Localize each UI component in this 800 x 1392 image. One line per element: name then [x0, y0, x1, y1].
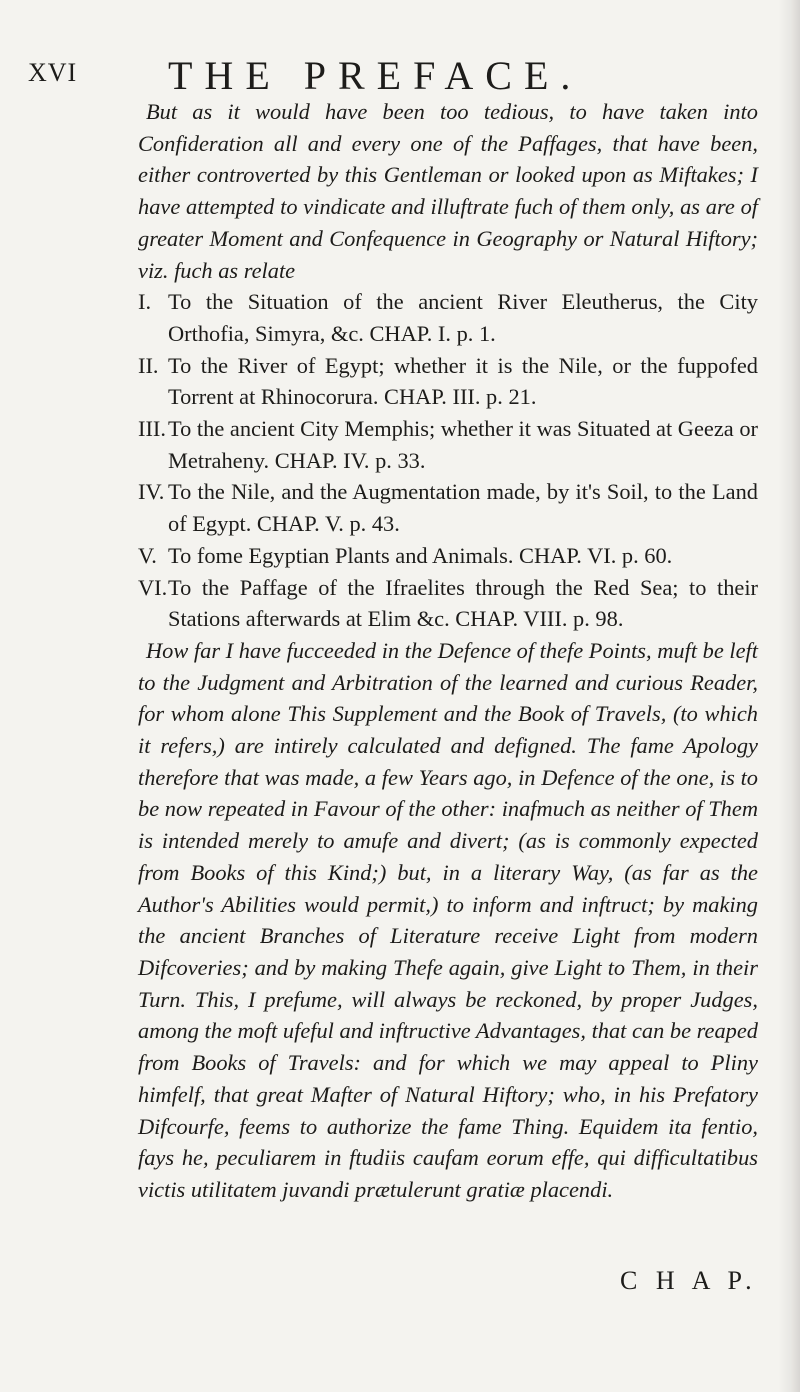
list-item: VI. To the Paffage of the Ifraelites through the Red Sea; to their Stations afterwards at Elim &c. CHAP. VIII. p. 98.	[138, 574, 758, 632]
running-header	[28, 52, 760, 98]
list-item: III. To the ancient City Memphis; whether it was Situated at Geeza or Metraheny. CHAP. IV. p. 33.	[138, 416, 758, 473]
topic-list	[138, 286, 758, 635]
list-item: IV. To the Nile, and the Augmentation made, by it's Soil, to the Land of Egypt. CHAP. V. p. 43.	[138, 479, 758, 537]
page-edge-shadow	[778, 0, 800, 1392]
closing-paragraph: How far I have fucceeded in the Defence of thefe Points, muft be left to the Judgment and Arbitration of the learned and curious Reader, for whom alone This Supplement and the Book of Travels, (to which it refers,) are intirely calculated and defigned. The fame Apology therefore that was made, a few Years ago, in Defence of the one, is to be now repeated in Favour of the other: inafmuch as neither of Them is intended merely to amufe and divert; (as is commonly expected from Books of this Kind;) but, in a literary Way, (as far as the Author's Abilities would permit,) to inform and inftruct; by making the ancient Branches of Literature receive Light from modern Difcoveries; and by making Thefe again, give Light to Them, in their Turn. This, I prefume, will always be reckoned, by proper Judges, among the moft ufeful and inftructive Advantages, that can be reaped from Books of Travels: and for which we may appeal to Pliny himfelf, that great Mafter of Natural Hiftory; who, in his Prefatory Difcourfe, feems to authorize the fame Thing. Equidem ita fentio, fays he, peculiarem in ftudiis caufam eorum effe, qui difficultatibus victis utilitatem juvandi prætulerunt gratiæ placendi.	[138, 637, 758, 1202]
list-item: V. To fome Egyptian Plants and Animals. CHAP. VI. p. 60.	[138, 542, 673, 568]
running-title: THE PREFACE.	[168, 53, 583, 98]
list-item: I. To the Situation of the ancient River Eleutherus, the City Orthofia, Simyra, &c. CHAP. I. p. 1.	[138, 289, 758, 346]
catchword: C H A P.	[620, 1266, 758, 1295]
intro-paragraph: But as it would have been too tedious, to have taken into Confideration all and every one of the Paffages, that have been, either controverted by this Gentleman or looked upon as Miftakes; I have attempted to vindicate and illuftrate fuch of them only, as are of greater Moment and Confequence in Geography or Natural Hiftory; viz. fuch as relate	[138, 99, 758, 283]
body-text	[138, 96, 758, 1206]
page-number: XVI	[28, 58, 78, 87]
list-item: II. To the River of Egypt; whether it is the Nile, or the fuppofed Torrent at Rhinocorura. CHAP. III. p. 21.	[138, 352, 758, 410]
